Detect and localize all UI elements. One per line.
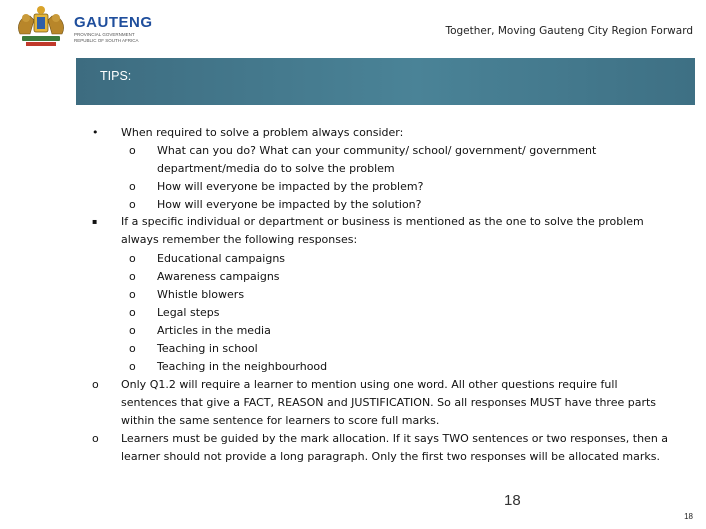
bullet-marker: o [92, 432, 99, 445]
text-line: If a specific individual or department or business is mentioned as the one to solve the problem [121, 215, 644, 228]
logo-subtitle-2: REPUBLIC OF SOUTH AFRICA [74, 38, 139, 43]
sub-marker: o [129, 180, 136, 193]
text-line: Legal steps [157, 306, 220, 319]
sub-marker: o [129, 270, 136, 283]
slide-number: 18 [684, 512, 693, 521]
sub-marker: o [129, 252, 136, 265]
bullet-marker: ▪ [92, 217, 98, 226]
sub-marker: o [129, 324, 136, 337]
text-line: How will everyone be impacted by the problem? [157, 180, 424, 193]
text-line: When required to solve a problem always consider: [121, 126, 404, 139]
page-number: 18 [504, 492, 521, 509]
text-line: Teaching in the neighbourhood [157, 360, 328, 373]
text-line: sentences that give a FACT, REASON and JUSTIFICATION. So all responses MUST have three parts [121, 396, 657, 409]
logo-wordmark: GAUTENG [74, 14, 153, 31]
sub-marker: o [129, 198, 136, 211]
text-line: learner should not provide a long paragraph. Only the first two responses will be allocated marks. [121, 450, 660, 463]
text-line: always remember the following responses: [121, 233, 358, 246]
text-line: How will everyone be impacted by the solution? [157, 198, 422, 211]
sub-marker: o [129, 144, 136, 157]
text-line: Whistle blowers [157, 288, 245, 301]
text-line: Learners must be guided by the mark allocation. If it says TWO sentences or two responses, then a [121, 432, 669, 445]
sub-marker: o [129, 360, 136, 373]
text-line: Educational campaigns [157, 252, 286, 265]
text-line: department/media do to solve the problem [157, 162, 395, 175]
text-line: within the same sentence for learners to score full marks. [121, 414, 440, 427]
sub-marker: o [129, 342, 136, 355]
text-line: Only Q1.2 will require a learner to mention using one word. All other questions require full [121, 378, 618, 391]
text-line: Articles in the media [157, 324, 271, 337]
bullet-marker: • [92, 126, 99, 139]
bullet-marker: o [92, 378, 99, 391]
text-line: What can you do? What can your community/ school/ government/ government [157, 144, 597, 157]
sub-marker: o [129, 306, 136, 319]
sub-marker: o [129, 288, 136, 301]
text-line: Awareness campaigns [157, 270, 280, 283]
header-tagline: Together, Moving Gauteng City Region Forward [445, 25, 693, 37]
banner-title: TIPS: [100, 69, 132, 83]
logo-subtitle-1: PROVINCIAL GOVERNMENT [74, 32, 135, 37]
text-line: Teaching in school [157, 342, 258, 355]
